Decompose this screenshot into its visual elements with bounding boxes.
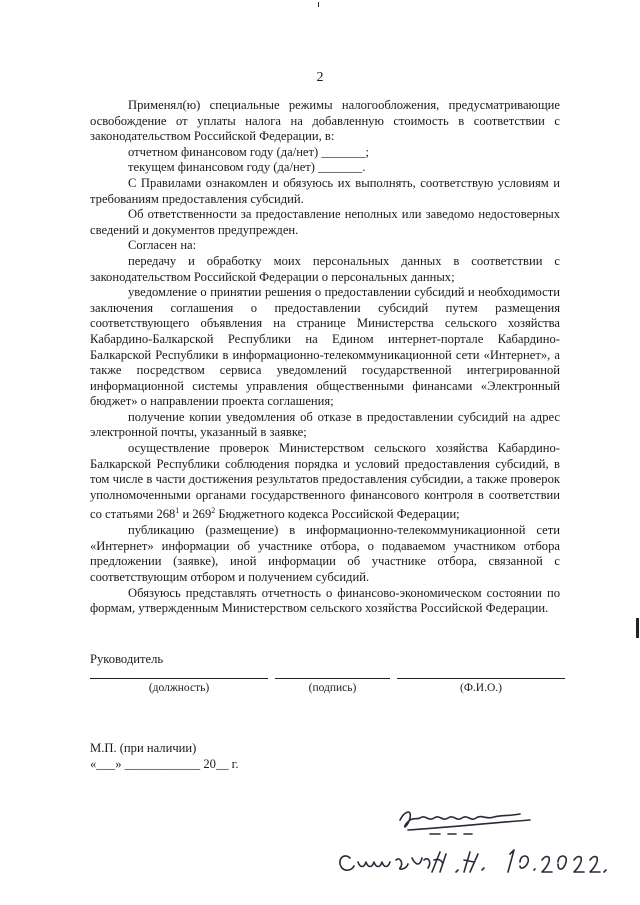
reporting-year-line: отчетном финансовом году (да/нет) _______; [128,144,369,159]
signature-caption: (подпись) [308,682,357,694]
current-year-line: текущем финансовом году (да/нет) _______. [128,160,366,175]
handwritten-signature [330,790,630,890]
scan-dot-mark [318,2,319,7]
control-paragraph: осуществление проверок Министерством сельского хозяйства Кабардино-Балкарской Республики соблюдения порядка и условий предоставления субсидий, в том числе в части достижения результатов предоставления субсидии, а также проверок уполномоченными органами государственного финансового контроля в соответствии со статьями $268^1$ и $269^2$ Бюджетного кодекса Российской Федерации; [90,441,560,522]
position-line [90,678,268,679]
tax-regime-paragraph: Применял(ю) специальные режимы налогообложения, предусматривающие освобождение от уплаты налога на добавленную стоимость в соответствии с законодательством Российской Федерации, в: [90,98,560,144]
signature-lines [90,678,565,698]
notification-paragraph: уведомление о принятии решения о предоставлении субсидий и необходимости заключения соглашения о предоставлении субсидий путем размещения соответствующего объявления на странице Министерства сельского хозяйства Кабардино-Балкарской Республики на Едином интернет-портале Кабардино-Балкарской Республики в информационно-телекоммуникационной сети «Интернет», а также посредством сервиса уведомлений государственной интегрированной информационной системы управления общественными финансами «Электронный бюджет» о направлении проекта соглашения; [90,285,560,409]
publication-paragraph: публикацию (размещение) в информационно-телекоммуникационной сети «Интернет» информации об участнике отбора, о подаваемом участником отбора предложении (заявке), иной информации об участнике отбора, связанной с соответствующим отбором и получением субсидий. [90,523,560,584]
signature-line [275,678,390,679]
rules-paragraph: С Правилами ознакомлен и обязуюсь их выполнять, соответствую условиям и требованиям предоставления субсидий. [90,175,560,206]
responsibility-paragraph: Об ответственности за предоставление неполных или заведомо недостоверных сведений и документов предупрежден. [90,207,560,237]
position-caption: (должность) [148,682,210,694]
date-line: «___» ____________ 20__ г. [90,757,239,771]
name-caption: (Ф.И.О.) [460,682,502,694]
name-line [397,678,565,679]
consent-heading: Согласен на: [128,238,197,253]
document-body [90,98,560,617]
page-number: 2 [316,70,324,85]
refusal-copy-paragraph: получение копии уведомления об отказе в предоставлении субсидий на адрес электронной почты, указанный в заявке; [90,409,560,440]
personal-data-paragraph: передачу и обработку моих персональных данных в соответствии с законодательством Российской Федерации о персональных данных; [90,253,560,284]
reporting-obligation-paragraph: Обязуюсь представлять отчетность о финансово-экономическом состоянии по формам, утвержденным Министерством сельского хозяйства Российской Федерации. [90,585,560,616]
leader-label: Руководитель [90,652,164,666]
stamp-block [90,740,239,772]
scan-edge-mark [636,618,639,638]
mp-label: М.П. (при наличии) [90,741,197,755]
